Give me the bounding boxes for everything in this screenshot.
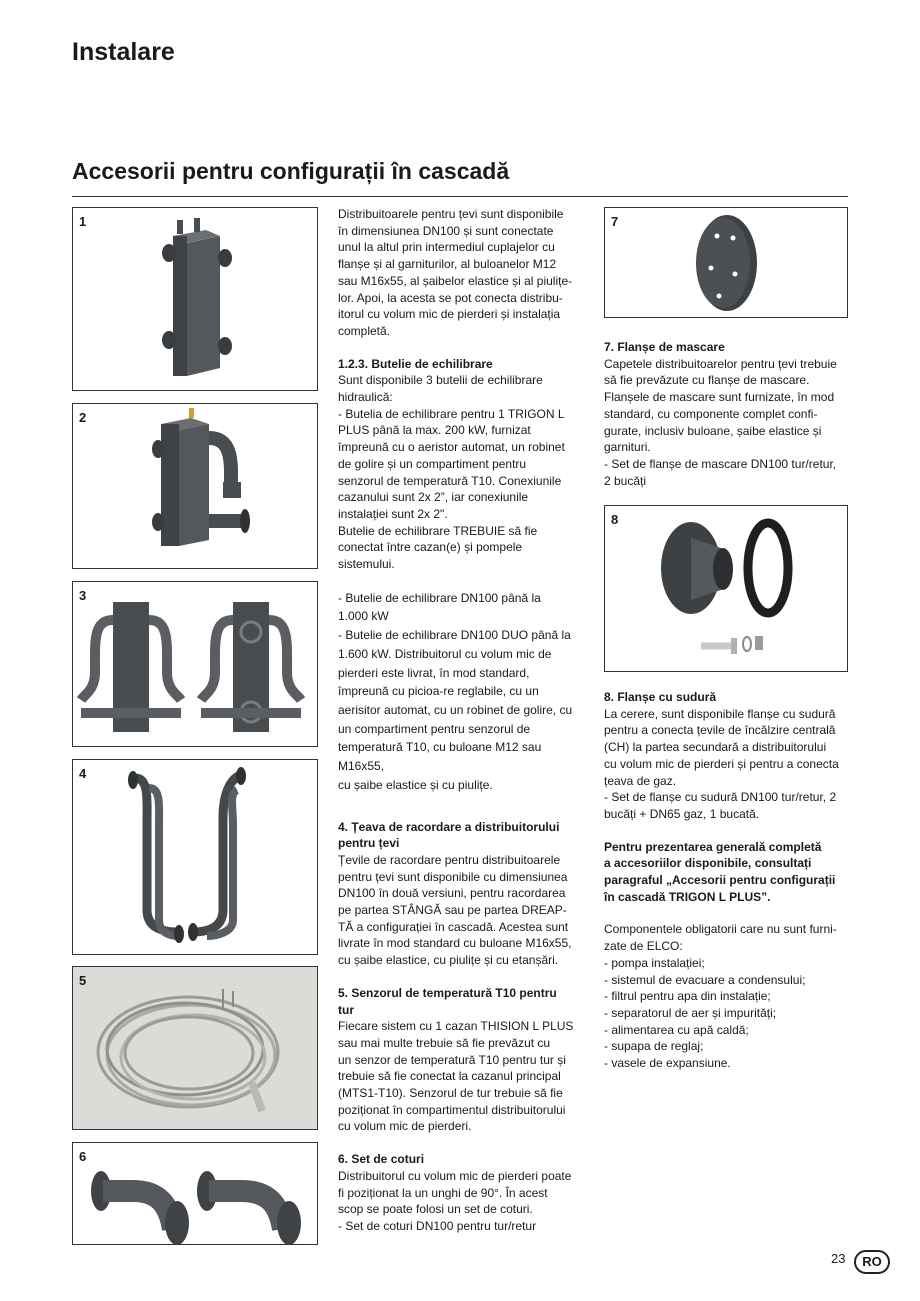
figure-number: 5 [79,973,87,988]
balance-bottle-paragraph: Sunt disponibile 3 butelii de echilibrare hidraulică: - Butelia de echilibrare pentru 1 TRIGON L PLUS până la max. 200 kW, furnizat împreună cu o aeristor automat, un robinet de golire și un compartiment pentru senzorul de temperatură T10. Conexiunile cazanului sunt 2x 2”, iar conexiunile instalației sunt 2x 2". Butelie de echilibrare TREBUIE să fie conectat între cazan(e) și pompele sistemului. [338,373,565,572]
right-column-bottom [604,689,854,1072]
mandatory-components-paragraph: Componentele obligatorii care nu sunt furni- zate de ELCO: - pompa instalației; - sistemul de evacuare a condensului; - filtrul pentru apa din instalație; - separatorul de aer și impurități; - alimentarea cu apă caldă; - supapa de reglaj; - vasele de expansiune. [604,922,837,1071]
right-column-top [604,339,854,489]
section-4-heading: 4. Țeava de racordare a distribuitorului pentru țevi [338,819,560,851]
country-badge: RO [854,1250,890,1274]
figure-number: 8 [611,512,619,527]
figure-7 [604,207,848,318]
figure-number: 7 [611,214,619,229]
duo-balance-bottle-icon [73,582,317,746]
blind-flange-icon [605,208,847,317]
section-7-heading: 7. Flanșe de mascare [604,340,725,354]
figure-number: 6 [79,1149,87,1164]
figure-2 [72,403,318,569]
balance-bottle-icon [73,404,317,568]
figure-number: 3 [79,588,87,603]
connection-pipes-icon [73,760,317,954]
section-8-paragraph: La cerere, sunt disponibile flanșe cu sudură pentru a conecta țevile de încălzire centrală (CH) la partea secundară a distribuitorului cu volum mic de pierderi și pentru a conecta țeava de gaz. - Set de flanșe cu sudură DN100 tur/retur, 2 bucăți + DN65 gaz, 1 bucată. [604,706,839,821]
figure-4 [72,759,318,955]
figure-3 [72,581,318,747]
overview-note: Pentru prezentarea generală completă a accesoriilor disponibile, consultați paragraful „Accesorii pentru configurații în cascadă TRIGON L PLUS”. [604,839,836,904]
dn100-paragraph: - Butelie de echilibrare DN100 până la 1.000 kW - Butelie de echilibrare DN100 DUO până la 1.600 kW. Distribuitorul cu volum mic de pierderi este livrat, în mod standard, împreună cu picioa-re reglabile, cu un aerisitor automat, cu un robinet de golire, cu un compartiment pentru senzorul de temperatură T10, cu buloane M12 sau M16x55, cu șaibe elastice și cu piulițe. [338,590,573,792]
section-4-paragraph: Țevile de racordare pentru distribuitoarele pentru țevi sunt disponibile cu dimensiunea DN100 în două versiuni, pentru racordarea pe partea STÂNGĂ sau pe partea DREAP- TĂ a configurației în cascadă. Acestea sunt livrate în mod standard cu buloane M16x55, cu șaibe elastice, cu piulițe și cu etanșări. [338,852,572,968]
figure-number: 1 [79,214,87,229]
elbow-set-icon [73,1143,317,1244]
section-8-heading: 8. Flanșe cu sudură [604,690,717,704]
page-title: Instalare [72,38,175,66]
section-7-paragraph: Capetele distribuitoarelor pentru țevi trebuie să fie prevăzute cu flanșe de mascare. Flanșele de mascare sunt furnizate, în mod standard, cu componente complet confi- gurate, inclusiv buloane, șaibe elastice și garnituri. - Set de flanșe de mascare DN100 tur/retur, 2 bucăți [604,356,837,488]
figure-6 [72,1142,318,1245]
hydraulic-collector-icon [73,208,317,390]
middle-column [338,206,588,1235]
figure-number: 2 [79,410,87,425]
section-title: Accesorii pentru configurații în cascadă [72,158,510,184]
section-5-heading: 5. Senzorul de temperatură T10 pentru tur [338,985,557,1017]
balance-bottle-heading: 1.2.3. Butelie de echilibrare [338,356,493,371]
figure-number: 4 [79,766,87,781]
figure-5 [72,966,318,1130]
figure-1 [72,207,318,391]
page-number: 23 [831,1251,846,1266]
weld-flange-icon [605,506,847,671]
distributor-paragraph: Distribuitoarele pentru țevi sunt disponibile în dimensiunea DN100 și sunt conectate unul la altul prin intermediul cuplajelor cu flanșe și al garniturilor, al buloanelor M12 sau M16x55, al șaibelor elastice și al piulițe- lor. Apoi, la acesta se pot conecta distribu- itorul cu volum mic de pierderi și instalația completă. [338,207,573,338]
title-rule [72,196,848,197]
section-5-paragraph: Fiecare sistem cu 1 cazan THISION L PLUS sau mai multe trebuie să fie prevăzut cu un senzor de temperatură T10 pentru tur și trebuie să fie conectat la cazanul principal (MTS1-T10). Senzorul de tur trebuie să fie poziționat în compartimentul distribuitorului cu volum mic de pierderi. [338,1019,574,1134]
temperature-sensor-cable-icon [73,967,317,1129]
section-6-heading: 6. Set de coturi [338,1152,425,1167]
section-6-paragraph: Distribuitorul cu volum mic de pierderi poate fi poziționat la un unghi de 90°. În acest scop se poate folosi un set de coturi. - Set de coturi DN100 pentru tur/retur [338,1168,572,1233]
figure-8 [604,505,848,672]
